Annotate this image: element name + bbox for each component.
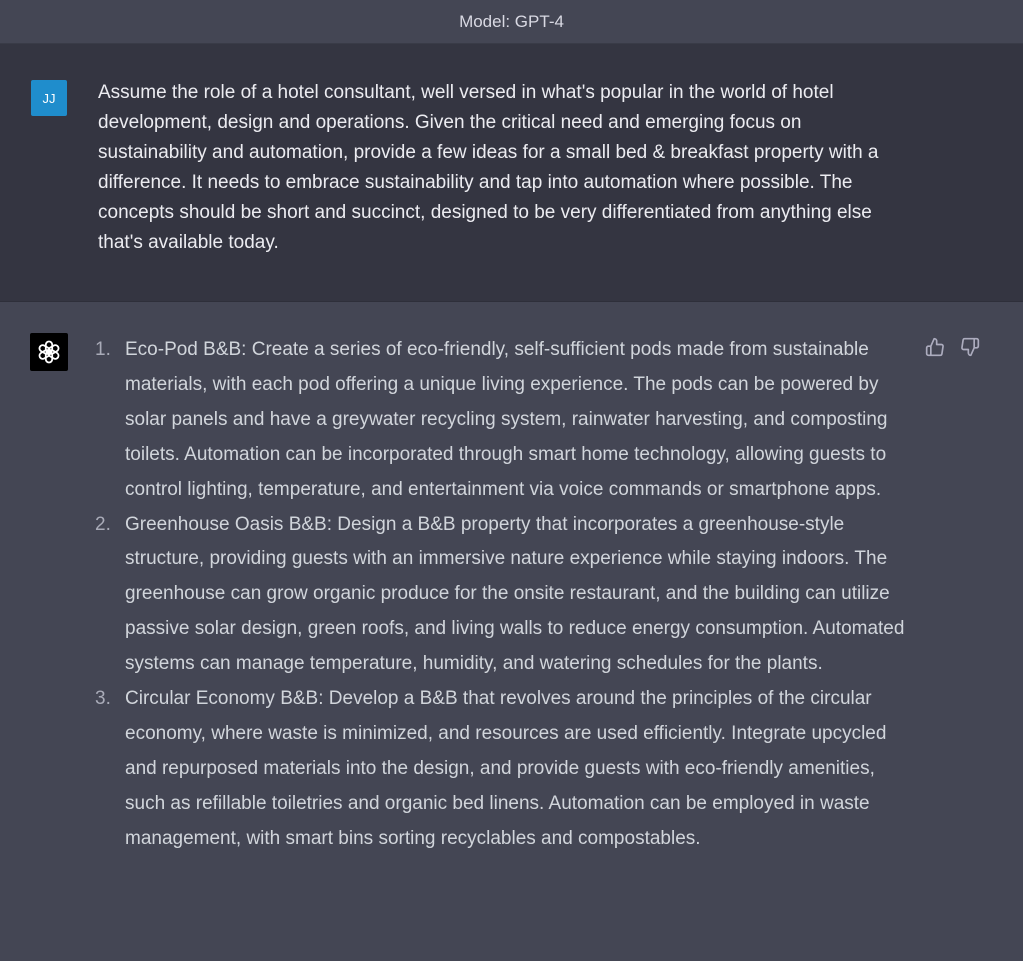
user-avatar bbox=[31, 80, 67, 116]
answer-item-number: 1. bbox=[95, 339, 111, 360]
thumbs-down-icon bbox=[960, 337, 980, 357]
answer-item-3 bbox=[95, 682, 915, 857]
answer-item-2 bbox=[95, 508, 915, 683]
answer-item-text: Eco-Pod B&B: Create a series of eco-friendly, self-sufficient pods made from sustainable materials, with each pod offering a unique living experience. The pods can be powered by solar panels and have a greywater recycling system, rainwater harvesting, and composting toilets. Automation can be incorporated through smart home technology, allowing guests to control lighting, temperature, and entertainment via voice commands or smartphone apps. bbox=[125, 339, 888, 500]
user-message-text: Assume the role of a hotel consultant, well versed in what's popular in the world of hotel development, design and operations. Given the critical need and emerging focus on sustainability and automation, provide a few ideas for a small bed & breakfast property with a difference. It needs to embrace sustainability and tap into automation where possible. The concepts should be short and succinct, designed to be very differentiated from anything else that's available today. bbox=[98, 82, 879, 253]
answer-item-text: Circular Economy B&B: Develop a B&B that revolves around the principles of the circular economy, where waste is minimized, and resources are used efficiently. Integrate upcycled and repurposed materials into the design, and provide guests with eco-friendly amenities, such as refillable toiletries and organic bed linens. Automation can be employed in waste management, with smart bins sorting recyclables and compostables. bbox=[125, 688, 887, 849]
assistant-avatar bbox=[30, 333, 68, 371]
assistant-message bbox=[0, 302, 1023, 961]
answer-item-number: 2. bbox=[95, 513, 111, 535]
model-label: Model: GPT-4 bbox=[459, 11, 564, 31]
answer-list bbox=[95, 333, 915, 857]
thumbs-up-button[interactable] bbox=[924, 336, 946, 358]
user-avatar-initials: JJ bbox=[42, 90, 56, 106]
answer-item-1 bbox=[95, 333, 915, 508]
answer-item-number: 3. bbox=[95, 688, 111, 710]
thumbs-down-button[interactable] bbox=[959, 336, 981, 358]
openai-logo-icon bbox=[35, 338, 63, 366]
answer-item-text: Greenhouse Oasis B&B: Design a B&B property that incorporates a greenhouse-style structure, providing guests with an immersive nature experience while staying indoors. The greenhouse can grow organic produce for the onsite restaurant, and the building can utilize passive solar design, green roofs, and living walls to reduce energy consumption. Automated systems can manage temperature, humidity, and watering schedules for the plants. bbox=[125, 513, 905, 675]
model-header bbox=[0, 0, 1023, 44]
thumbs-up-icon bbox=[925, 337, 945, 357]
user-message bbox=[0, 44, 1023, 302]
